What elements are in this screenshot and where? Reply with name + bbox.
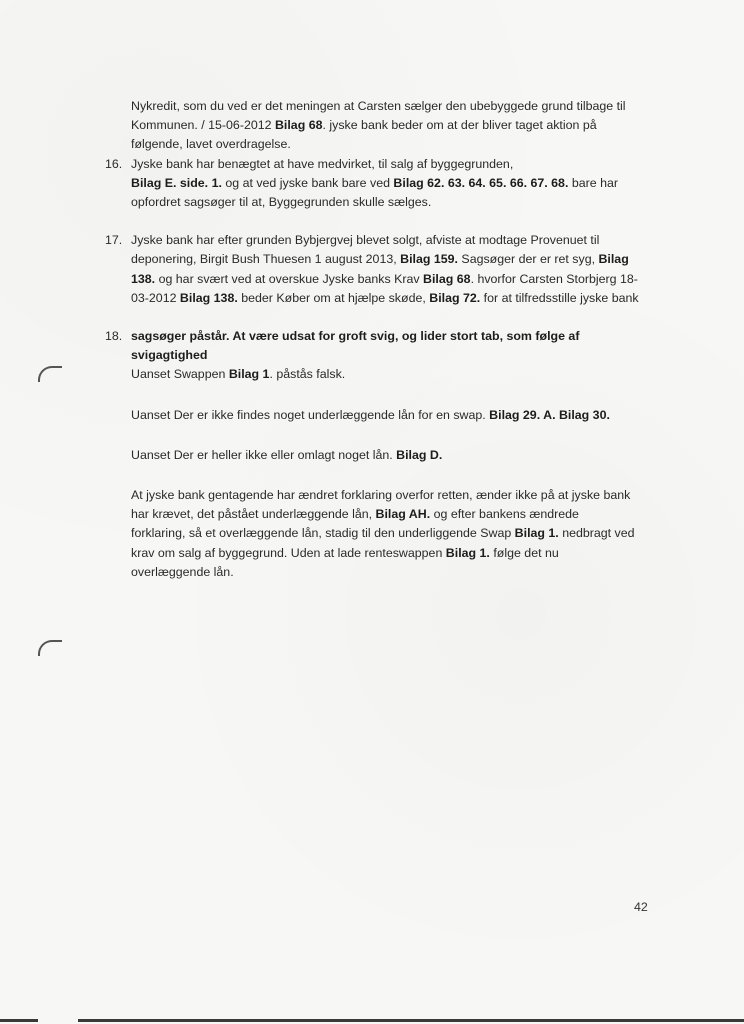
text-run: følgende, lavet overdragelse.	[131, 137, 291, 152]
text-line	[131, 446, 653, 465]
text-run: Kommunen. / 15-06-2012	[131, 118, 275, 133]
text-run: forklaring, så et overlæggende lån, stadig til den underliggende Swap	[131, 526, 515, 541]
bilag-reference: Bilag 72.	[429, 290, 481, 305]
text-line	[131, 544, 653, 563]
text-line	[131, 365, 653, 384]
text-line	[131, 406, 653, 425]
text-run: og har svært ved at overskue Jyske banks Krav	[155, 271, 424, 286]
text-run: og at ved jyske bank bare ved	[221, 175, 394, 190]
paragraph-changed-explanation	[105, 486, 653, 582]
bilag-reference: 138.	[131, 271, 156, 286]
bilag-reference: Bilag 68	[274, 118, 323, 133]
bilag-reference: Bilag 68	[423, 271, 471, 286]
text-line	[131, 270, 653, 289]
text-run: opfordret sagsøger til at, Byggegrunden skulle sælges.	[131, 195, 432, 210]
bilag-reference: Bilag 29. A. Bilag 30.	[489, 407, 610, 422]
scan-edge-line	[0, 1019, 744, 1022]
item-number: 16.	[105, 156, 123, 171]
text-run: . hvorfor Carsten Storbjerg 18-	[470, 271, 638, 286]
binder-hole-mark	[38, 366, 62, 382]
paragraph-swap-loan	[105, 406, 653, 425]
text-line	[131, 327, 653, 365]
text-line	[131, 174, 653, 193]
text-run: At jyske bank gentagende har ændret forklaring overfor retten, ænder ikke på at jyske bank	[131, 488, 631, 503]
text-line	[131, 250, 653, 269]
text-run: og efter bankens ændrede	[430, 507, 579, 522]
bilag-reference: Bilag 159.	[400, 252, 458, 267]
paragraph-no-loan	[105, 446, 653, 465]
text-line	[131, 193, 653, 212]
text-run: beder Køber om at hjælpe skøde,	[237, 290, 430, 305]
text-line	[131, 231, 653, 250]
item-number: 17.	[105, 233, 123, 248]
text-line	[131, 505, 653, 524]
numbered-item-17	[105, 231, 653, 308]
bilag-reference: Bilag 1.	[445, 545, 490, 560]
text-line	[131, 289, 653, 308]
text-line	[131, 97, 653, 116]
item-number: 18.	[105, 329, 123, 344]
bilag-reference: Bilag AH.	[375, 507, 431, 522]
text-line	[131, 524, 653, 543]
intro-paragraph	[105, 97, 653, 155]
text-run: har krævet, det påstået underlæggende lån,	[131, 507, 376, 522]
bilag-reference: Bilag 1.	[514, 526, 559, 541]
text-run: for at tilfredsstille jyske bank	[480, 290, 639, 305]
text-run: Uanset Swappen	[131, 367, 229, 382]
bilag-reference: Bilag E. side. 1.	[131, 175, 222, 190]
text-run: bare har	[568, 175, 618, 190]
text-line	[131, 116, 653, 135]
text-line	[131, 486, 653, 505]
text-line	[131, 563, 653, 582]
numbered-item-16	[105, 155, 653, 213]
text-run: Jyske bank har efter grunden Bybjergvej blevet solgt, afviste at modtage Provenuet til	[131, 233, 600, 248]
text-run: . påstås falsk.	[269, 367, 346, 382]
text-run: krav om salg af byggegrund. Uden at lade renteswappen	[131, 545, 446, 560]
text-run: Sagsøger der er ret syg,	[457, 252, 599, 267]
claim-heading: sagsøger påstår. At være udsat for groft svig, og lider stort tab, som følge af svigagtighed	[131, 329, 580, 363]
numbered-item-18	[105, 327, 653, 385]
page-number: 42	[634, 900, 648, 914]
text-run: deponering, Birgit Bush Thuesen 1 august 2013,	[131, 252, 401, 267]
document-body	[105, 97, 653, 582]
text-line	[131, 155, 653, 174]
text-run: Nykredit, som du ved er det meningen at Carsten sælger den ubebyggede grund tilbage til	[131, 99, 626, 113]
text-run: nedbragt ved	[558, 526, 635, 541]
text-run: . jyske bank beder om at der bliver taget aktion på	[322, 118, 597, 133]
text-run: Jyske bank har benægtet at have medvirket, til salg af byggegrunden,	[131, 156, 514, 171]
bilag-reference: Bilag 1	[228, 367, 270, 382]
bilag-reference: Bilag	[598, 252, 629, 267]
text-run: Uanset Der er heller ikke eller omlagt noget lån.	[131, 447, 397, 462]
bilag-reference: Bilag 138.	[179, 290, 238, 305]
bilag-reference: Bilag 62. 63. 64. 65. 66. 67. 68.	[393, 175, 569, 190]
text-run: følge det nu	[489, 545, 559, 560]
text-line	[131, 135, 653, 154]
text-run: Uanset Der er ikke findes noget underlæggende lån for en swap.	[131, 407, 490, 422]
binder-hole-mark	[38, 640, 62, 656]
text-run: overlæggende lån.	[131, 564, 234, 579]
text-run: 03-2012	[131, 290, 180, 305]
bilag-reference: Bilag D.	[396, 447, 443, 462]
